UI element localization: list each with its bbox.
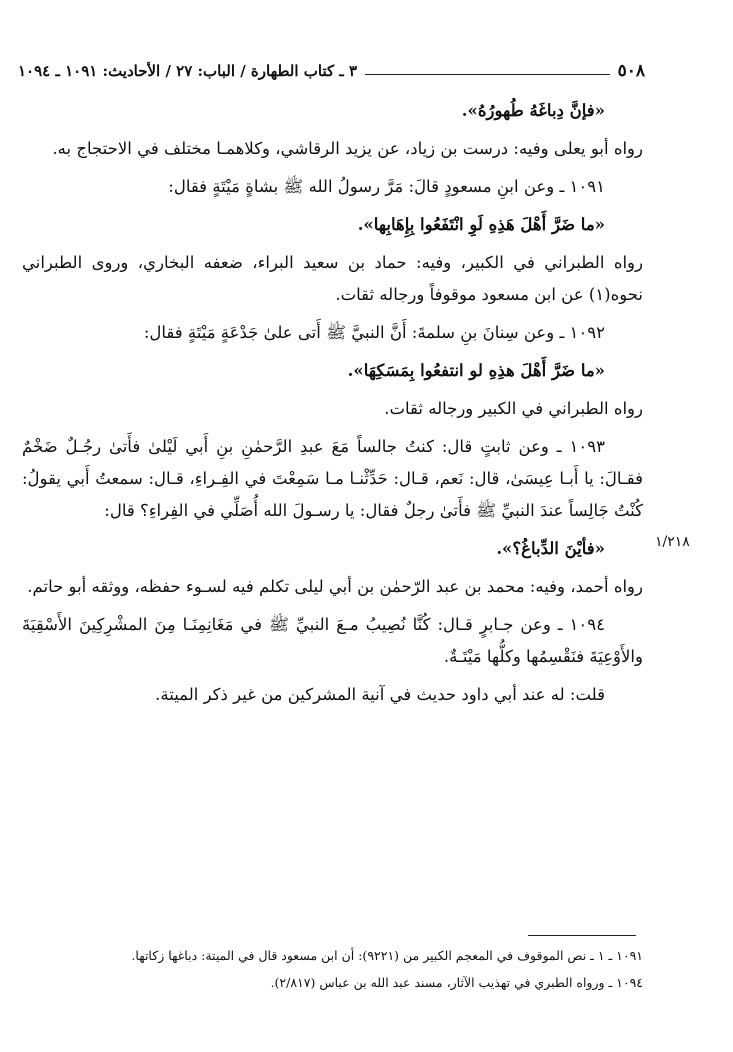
page-number: ٥٠٨: [617, 61, 645, 81]
commentary-paragraph: رواه أبو يعلى وفيه: درست بن زياد، عن يزيد الرقاشي، وكلاهمـا مختلف في الاحتجاج به.: [52, 139, 643, 158]
commentary-paragraph: رواه أحمد، وفيه: محمد بن عبد الرّحمٰن بن أبي ليلى تكلم فيه لسـوء حفظه، ووثقه أبو حاتم.: [27, 577, 643, 596]
footnote-separator: [528, 935, 636, 936]
footnote: ١٠٩١ ـ ١ ـ نص الموقوف في المعجم الكبير من (٩٢٢١): أن ابن مسعود قال في الميتة: دباغها زكاتها.: [131, 948, 643, 963]
running-title: ٣ ـ كتاب الطهارة / الباب: ٢٧ / الأحاديث: ١٠٩١ ـ ١٠٩٤: [18, 62, 358, 80]
header-rule: [365, 74, 610, 75]
hadith-quote: «ما ضَرَّ أَهْلَ هذِهِ لو انتفعُوا بِمَسَكِهَا».: [347, 361, 605, 380]
commentary-paragraph: رواه الطبراني في الكبير ورجاله ثقات.: [384, 399, 643, 418]
hadith-quote: «فإنَّ دِباغَهُ طُهورُهُ».: [461, 101, 605, 120]
hadith-quote: «ما ضَرَّ أَهْلَ هَذِهِ لَوِ انْتَفَعُوا بِإِهَابِها».: [357, 215, 605, 234]
hadith-paragraph: ١٠٩٤ ـ وعن جـابرٍ قـال: كُنَّا نُصِيبُ مـعَ النبيِّ ﷺ في مَغَانِمِنَـا مِنَ المشْرِكِينَ الأَسْقِيَةَ والأَوْعِيَةَ فنَقْسِمُها وكلُّها مَيْتَـةٌ.: [22, 615, 643, 666]
running-header: [18, 54, 645, 88]
hadith-paragraph: ١٠٩٣ ـ وعن ثابتٍ قال: كنتُ جالساً مَعَ عبدِ الرَّحمٰنِ بنِ أَبي لَيْلىٰ فأَتىٰ رجُـلٌ ضَخْمٌ فقـالَ: يا أَبـا عِيسَىٰ، قال: نَعم، قـال: حَدِّثْنـا مـا سَمِعْتَ في الفِـراءِ، قـال: سمعتُ أَبي يقولُ: كُنْتُ جَالِساً عندَ النبيِّ ﷺ فأَتىٰ رجلٌ فقال: يا رسـولَ الله أُصَلِّي في الفِراءِ؟ قال:: [22, 437, 643, 520]
hadith-quote: «فأيْنَ الدِّباغُ؟».: [496, 539, 605, 558]
margin-reference: ١/٢١٨: [655, 534, 690, 550]
note-paragraph: قلت: له عند أبي داود حديث في آنية المشركين من غير ذكر الميتة.: [155, 685, 605, 704]
page-body: [22, 95, 643, 717]
footnote: ١٠٩٤ ـ ورواه الطبري في تهذيب الآثار، مسند عبد الله بن عباس (٢/٨١٧).: [270, 975, 643, 990]
hadith-paragraph: ١٠٩٢ ـ وعن سِنانَ بنِ سلمةَ: أَنَّ النبيَّ ﷺ أَتى علىٰ جَدْعَةٍ مَيْتَةٍ فقال:: [143, 323, 605, 342]
footnotes: [22, 942, 643, 996]
hadith-paragraph: ١٠٩١ ـ وعن ابنِ مسعودٍ قالَ: مَرَّ رسولُ الله ﷺ بشاةٍ مَيْتَةٍ فقال:: [168, 177, 605, 196]
commentary-paragraph: رواه الطبراني في الكبير، وفيه: حماد بن سعيد البراء، ضعفه البخاري، وروى الطبراني نحوه(١) عن ابن مسعود موقوفاً ورجاله ثقات.: [22, 253, 643, 304]
